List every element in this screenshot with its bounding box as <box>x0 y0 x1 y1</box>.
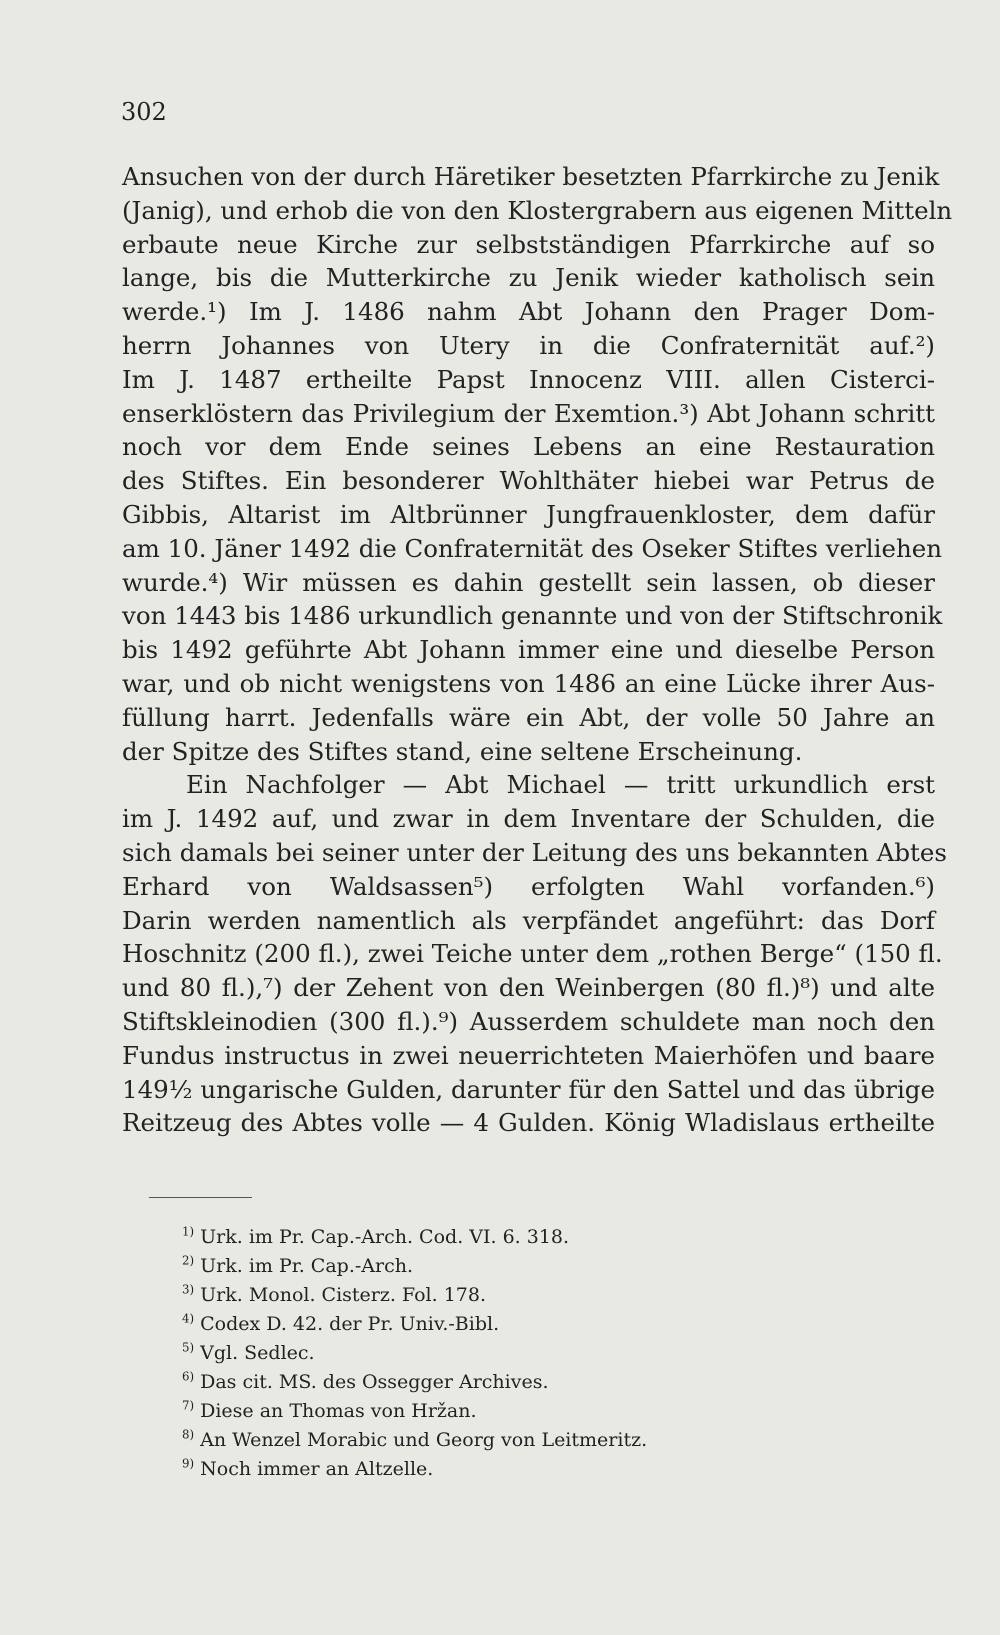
text-line: (Janig), und erhob die von den Klostergrabern aus eigenen Mitteln <box>122 195 953 225</box>
text-line: Darin werden namentlich als verpfändet angeführt: das Dorf <box>122 905 935 935</box>
footnote-mark: 2) <box>182 1253 195 1268</box>
text-line: 149½ ungarische Gulden, darunter für den Sattel und das übrige <box>122 1074 935 1104</box>
text-line: Hoschnitz (200 fl.), zwei Teiche unter dem „rothen Berge“ (150 fl. <box>122 939 943 969</box>
footnote-text: Diese an Thomas von Hržan. <box>200 1400 477 1422</box>
footnote-text: Urk. Monol. Cisterz. Fol. 178. <box>200 1284 486 1306</box>
text-line: herrn Johannes von Utery in die Confraternität auf.²) <box>122 330 935 360</box>
footnote <box>182 1310 647 1339</box>
text-line: füllung harrt. Jedenfalls wäre ein Abt, der volle 50 Jahre an <box>122 702 935 732</box>
text-line: Fundus instructus in zwei neuerrichteten Maierhöfen und baare <box>122 1040 935 1070</box>
footnote <box>182 1252 647 1281</box>
footnote-mark: 6) <box>182 1369 195 1384</box>
text-line: Gibbis, Altarist im Altbrünner Jungfrauenkloster, dem dafür <box>122 499 935 529</box>
text-line: am 10. Jäner 1492 die Confraternität des Oseker Stiftes verliehen <box>122 533 943 563</box>
footnote-text: Urk. im Pr. Cap.-Arch. Cod. VI. 6. 318. <box>200 1226 570 1248</box>
footnote-text: Vgl. Sedlec. <box>200 1342 315 1364</box>
text-line: erbaute neue Kirche zur selbstständigen Pfarrkirche auf so <box>122 229 935 259</box>
footnote-text: Codex D. 42. der Pr. Univ.-Bibl. <box>200 1313 500 1335</box>
text-line: noch vor dem Ende seines Lebens an eine Restauration <box>122 432 935 462</box>
text-line: Reitzeug des Abtes volle — 4 Gulden. König Wladislaus ertheilte <box>122 1108 935 1138</box>
footnote <box>182 1223 647 1252</box>
footnote-mark: 5) <box>182 1340 195 1355</box>
footnote <box>182 1426 647 1455</box>
footnote-mark: 4) <box>182 1311 195 1326</box>
footnote-text: An Wenzel Morabic und Georg von Leitmeritz. <box>200 1429 648 1451</box>
text-line: werde.¹) Im J. 1486 nahm Abt Johann den Prager Dom- <box>122 297 935 327</box>
footnote <box>182 1397 647 1426</box>
text-line: Erhard von Waldsassen⁵) erfolgten Wahl vorfanden.⁶) <box>122 871 935 901</box>
footnote-mark: 7) <box>182 1398 195 1413</box>
footnote-mark: 3) <box>182 1282 195 1297</box>
footnote <box>182 1339 647 1368</box>
text-line: Stiftskleinodien (300 fl.).⁹) Ausserdem schuldete man noch den <box>122 1006 935 1036</box>
footnote-divider <box>149 1197 252 1198</box>
text-line: des Stiftes. Ein besonderer Wohlthäter hiebei war Petrus de <box>122 466 935 496</box>
footnote-mark: 1) <box>182 1224 195 1239</box>
page-number: 302 <box>121 98 167 126</box>
text-line: Ansuchen von der durch Häretiker besetzten Pfarrkirche zu Jenik <box>122 162 940 191</box>
text-line: sich damals bei seiner unter der Leitung des uns bekannten Abtes <box>122 837 947 867</box>
text-line: der Spitze des Stiftes stand, eine seltene Erscheinung. <box>122 736 803 766</box>
text-line: von 1443 bis 1486 urkundlich genannte und von der Stiftschronik <box>122 601 943 631</box>
footnote-text: Urk. im Pr. Cap.-Arch. <box>200 1255 414 1277</box>
text-line: enserklöstern das Privilegium der Exemtion.³) Abt Johann schritt <box>122 398 935 428</box>
footnote <box>182 1368 647 1397</box>
footnote-text: Das cit. MS. des Ossegger Archives. <box>200 1371 549 1393</box>
footnote-mark: 8) <box>182 1427 195 1442</box>
text-line: Ein Nachfolger — Abt Michael — tritt urkundlich erst <box>186 770 935 800</box>
body-text <box>122 160 953 1140</box>
footnote <box>182 1455 647 1484</box>
text-line: war, und ob nicht wenigstens von 1486 an eine Lücke ihrer Aus- <box>122 668 935 698</box>
text-line: Im J. 1487 ertheilte Papst Innocenz VIII. allen Cisterci- <box>122 364 935 394</box>
footnote-mark: 9) <box>182 1456 195 1471</box>
text-line: lange, bis die Mutterkirche zu Jenik wieder katholisch sein <box>122 263 935 293</box>
footnotes <box>182 1223 647 1484</box>
text-line: und 80 fl.),⁷) der Zehent von den Weinbergen (80 fl.)⁸) und alte <box>122 973 935 1003</box>
text-line: wurde.⁴) Wir müssen es dahin gestellt sein lassen, ob dieser <box>122 567 935 597</box>
footnote <box>182 1281 647 1310</box>
text-line: bis 1492 geführte Abt Johann immer eine und dieselbe Person <box>122 635 935 665</box>
text-line: im J. 1492 auf, und zwar in dem Inventare der Schulden, die <box>122 804 935 834</box>
footnote-text: Noch immer an Altzelle. <box>200 1458 434 1480</box>
